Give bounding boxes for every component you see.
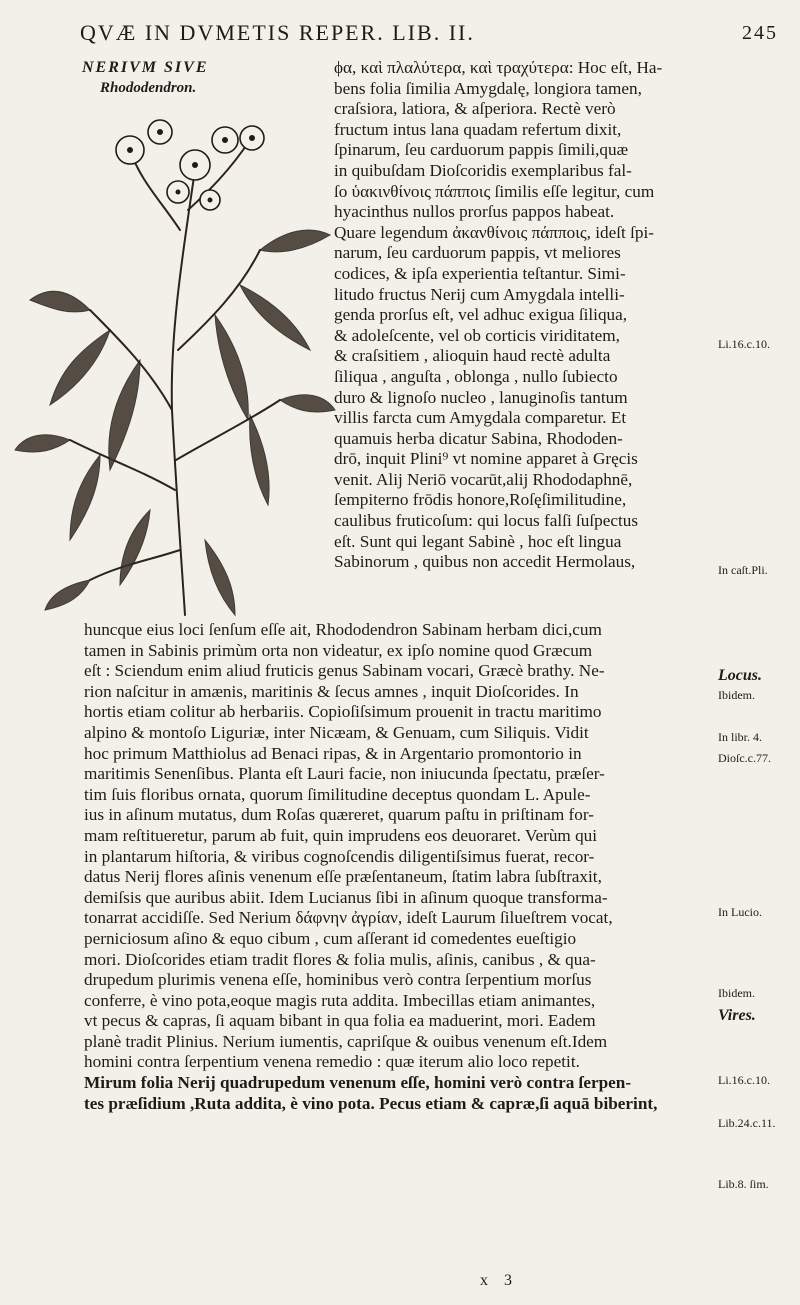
text-line: huncque eius loci ſenſum eſſe ait, Rhododendron Sabinam herbam dici,cum <box>84 620 602 639</box>
text-line: duro & lignoſo nucleo , lanuginoſis tantum <box>334 387 628 407</box>
margin-note: In caſt.Pli. <box>718 563 768 577</box>
text-line: in quibuſdam Dioſcoridis exemplaribus fal- <box>334 160 632 180</box>
catchword: x 3 <box>480 1272 518 1289</box>
text-line: & craſsitiem , alioquin haud rectè adulta <box>334 346 611 366</box>
text-line: quamuis herba dicatur Sabina, Rhododen- <box>334 428 623 448</box>
text-line: hortis etiam colitur ab herbariis. Copioſiſsimum prouenit in tractu maritimo <box>84 702 602 722</box>
text-line: Sabinorum , quibus non accedit Hermolaus, <box>334 552 636 572</box>
margin-note: Ibidem. <box>718 688 755 702</box>
text-line: datus Nerij flores aſinis venenum eſſe præſentaneum, ſtatim labra ſubſtraxit, <box>84 867 602 887</box>
body-text-lower <box>84 620 709 1114</box>
text-line: planè tradit Plinius. Nerium iumentis, capriſque & ouibus venenum eſt.Idem <box>84 1031 608 1051</box>
text-line: vt pecus & capras, ſi aquam bibant in qua folia ea maduerint, mori. Eadem <box>84 1011 596 1031</box>
text-line: perniciosum aſino & equo cibum , cum aſſerant id comedentes eueſtigio <box>84 928 577 948</box>
text-line: demiſsis que auribus abiit. Idem Lucianus ſibi in aſinum quoque transforma- <box>84 887 608 907</box>
figure-caption <box>82 58 209 98</box>
margin-note: Dioſc.c.77. <box>718 751 771 765</box>
text-line: eſt : Sciendum enim aliud fruticis genus Sabinam vocari, Græcè brathy. Ne- <box>84 661 605 681</box>
text-line: craſsiora, latiora, & aſperiora. Rectè verò <box>334 99 616 119</box>
text-line: alpino & montoſo Liguriæ, inter Nicæam, & Genuam, cum Siliquis. Vidit <box>84 722 589 742</box>
text-line: codices, & ipſa experientia teſtantur. Simi- <box>334 263 626 283</box>
text-line: bens folia ſimilia Amygdalę, longiora tamen, <box>334 78 642 98</box>
caption-title: NERIVM SIVE <box>82 59 209 76</box>
margin-note: In Lucio. <box>718 905 762 919</box>
text-line: ſempiterno frōdis honore,Roſęſimilitudine, <box>334 490 627 510</box>
text-line: conferre, è vino pota,eoque magis ruta addita. Imbecillas etiam animantes, <box>84 990 596 1010</box>
text-line: rion naſcitur in amænis, maritinis & ſecus amnes , inquit Dioſcorides. In <box>84 681 579 701</box>
caption-subtitle: Rhododendron. <box>100 80 197 96</box>
text-line: drupedum plurimis venena eſſe, hominibus verò contra ſerpentium morſus <box>84 970 592 990</box>
text-line: tamen in Sabinis primùm orta non videatur, ex ipſo nomine quod Græcum <box>84 640 593 660</box>
page-number: 245 <box>742 22 778 44</box>
text-line: fructum intus lana quadam refertum dixit, <box>334 119 622 139</box>
text-line: tonarrat accidiſſe. Sed Nerium δάφνην ἀγρίαν, ideſt Laurum ſilueſtrem vocat, <box>84 908 613 928</box>
text-line: genda prorſus eſt, vel adhuc exigua ſiliqua, <box>334 305 628 325</box>
text-line: homini contra ſerpentium venena remedio : quæ iterum alio loco repetit. <box>84 1052 580 1072</box>
text-line: ius in aſinum mutatus, dum Roſas quæreret, quarum paſtu in priſtinam for- <box>84 805 594 825</box>
margin-note: Vires. <box>718 1007 756 1024</box>
margin-note: Li.16.c.10. <box>718 337 770 351</box>
text-line: venit. Alij Neriō vocarūt,alij Rhododaphnē, <box>334 469 633 489</box>
page-header <box>60 18 780 48</box>
text-line: Mirum folia Nerij quadrupedum venenum eſſe, homini verò contra ſerpen- <box>84 1073 632 1093</box>
margin-note: Lib.8. ſim. <box>718 1177 769 1191</box>
text-line: litudo fructus Nerij cum Amygdala intelli- <box>334 284 625 304</box>
text-line: mori. Dioſcorides etiam tradit flores & folia mulis, aſinis, canibus , & qua- <box>84 949 596 969</box>
text-line: & adoleſcente, vel ob corticis viriditatem, <box>334 325 620 345</box>
text-line: in plantarum hiſtoria, & viribus cognoſcendis diligentiſsimus fuerat, recor- <box>84 846 595 866</box>
text-line: caulibus fruticoſum: qui locus falſi ſuſpectus <box>334 511 639 531</box>
text-line: Quare legendum ἀκανθίνοις πάπποις, ideſt ſpi- <box>334 222 654 242</box>
margin-note: Locus. <box>718 667 762 684</box>
text-line: villis farcta cum Amygdala comparetur. Et <box>334 408 627 428</box>
text-line: drō, inquit Plini⁹ vt nomine apparet à Gręcis <box>334 449 638 469</box>
text-line: tes præſidium ,Ruta addita, è vino pota. Pecus etiam & capræ,ſi aquā biberint, <box>84 1093 658 1113</box>
margin-note: Ibidem. <box>718 986 755 1000</box>
margin-note: Li.16.c.10. <box>718 1073 770 1087</box>
text-line: eſt. Sunt qui legant Sabinè , hoc eſt lingua <box>334 531 622 551</box>
text-line: maritimis Senenſibus. Planta eſt Lauri facie, non iniucunda ſpectatu, præſer- <box>84 764 605 784</box>
margin-note: Lib.24.c.11. <box>718 1116 776 1130</box>
text-line: mam reſtitueretur, parum ab fuit, quin imprudens eos deuoraret. Verùm qui <box>84 825 598 845</box>
body-text-upper <box>334 58 709 573</box>
text-line: ſo ὑακινθίνοις πάπποις ſimilis eſſe legitur, cum <box>334 181 655 201</box>
oleander-woodcut-icon <box>10 110 340 625</box>
text-line: ſiliqua , anguſta , oblonga , nullo ſubiecto <box>334 366 618 386</box>
text-line: ſpinarum, ſeu carduorum pappis ſimili,quæ <box>334 140 629 160</box>
text-line: hyacinthus nullos prorſus pappos habeat. <box>334 202 615 222</box>
running-head: QVÆ IN DVMETIS REPER. LIB. II. <box>80 20 475 45</box>
text-line: narum, ſeu carduorum pappis, vt meliores <box>334 243 621 263</box>
text-line: hoc primum Matthiolus ad Benaci ripas, & in Argentario promontorio in <box>84 743 582 763</box>
margin-note: In libr. 4. <box>718 730 762 744</box>
text-line: tim ſuis floribus ornata, quorum ſimilitudine deceptus quondam L. Apule- <box>84 784 591 804</box>
text-line: ϕα, καὶ πλαλύτερα, καὶ τραχύτερα: Hoc eſt, Ha- <box>334 58 663 77</box>
